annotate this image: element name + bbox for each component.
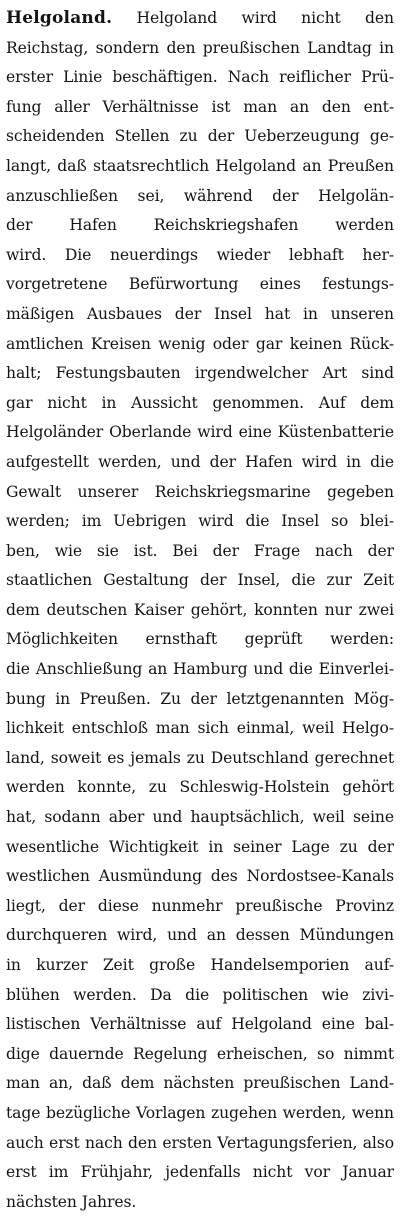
- article-line: werden konnte, zu Schleswig-Holstein gehört: [6, 778, 394, 797]
- article-line: werden; im Uebrigen wird die Insel so blei-: [6, 512, 394, 531]
- article-line: bung in Preußen. Zu der letztgenannten Mög-: [6, 689, 394, 708]
- article-line: langt, daß staatsrechtlich Helgoland an Preußen: [6, 156, 394, 175]
- article-line: aufgestellt werden, und der Hafen wird in die: [6, 452, 394, 471]
- article-line: der Hafen Reichskriegshafen werden: [6, 216, 394, 235]
- article-line: man an, daß dem nächsten preußischen Land-: [6, 1074, 394, 1093]
- article-line: liegt, der diese nunmehr preußische Provinz: [6, 896, 394, 915]
- article-line: halt; Festungsbauten irgendwelcher Art sind: [6, 364, 394, 383]
- article-line: wesentliche Wichtigkeit in seiner Lage zu der: [6, 837, 394, 856]
- article-line: Gewalt unserer Reichskriegsmarine gegeben: [6, 482, 394, 501]
- article-line: erster Linie beschäftigen. Nach reiflicher Prü-: [6, 68, 394, 87]
- article-line: in kurzer Zeit große Handelsemporien auf-: [6, 956, 394, 974]
- article-line: lichkeit entschloß man sich einmal, weil Helgo-: [6, 719, 394, 738]
- article-line: Helgoländer Oberlande wird eine Küstenbatterie: [6, 423, 394, 442]
- article-line-1: [6, 4, 394, 34]
- article-line: blühen werden. Da die politischen wie zivi-: [6, 985, 394, 1004]
- article-line: land, soweit es jemals zu Deutschland gerechnet: [6, 748, 394, 767]
- article-line: tage bezügliche Vorlagen zugehen werden, wenn: [6, 1103, 394, 1122]
- article-headword: Helgoland.: [6, 8, 113, 28]
- article-line: auch erst nach den ersten Vertagungsferien, also: [6, 1133, 394, 1152]
- article-line: vorgetretene Befürwortung eines festungs-: [6, 275, 394, 294]
- article-line: scheidenden Stellen zu der Ueberzeugung ge-: [6, 127, 394, 146]
- article-line: dem deutschen Kaiser gehört, konnten nur zwei: [6, 600, 394, 619]
- article-line: wird. Die neuerdings wieder lebhaft her-: [6, 245, 394, 264]
- article-line: mäßigen Ausbaues der Insel hat in unseren: [6, 304, 394, 323]
- article-line-text: Helgoland wird nicht den: [136, 9, 394, 27]
- article-line: Möglichkeiten ernsthaft geprüft werden:: [6, 630, 394, 649]
- article-line: Reichstag, sondern den preußischen Landtag in: [6, 38, 394, 57]
- article-line: staatlichen Gestaltung der Insel, die zur Zeit: [6, 571, 394, 590]
- article-line: amtlichen Kreisen wenig oder gar keinen Rück-: [6, 334, 394, 353]
- article-line: hat, sodann aber und hauptsächlich, weil seine: [6, 808, 394, 827]
- article-line: dige dauernde Regelung erheischen, so nimmt: [6, 1044, 394, 1063]
- article-line: erst im Frühjahr, jedenfalls nicht vor Januar: [6, 1163, 394, 1182]
- article-line: westlichen Ausmündung des Nordostsee-Kanals: [6, 867, 394, 886]
- article-line: durchqueren wird, und an dessen Mündungen: [6, 926, 394, 945]
- article-line-final: nächsten Jahres.: [6, 1192, 137, 1211]
- article-line: ben, wie sie ist. Bei der Frage nach der: [6, 541, 394, 560]
- article-line: fung aller Verhältnisse ist man an den ent-: [6, 97, 394, 116]
- article-line: listischen Verhältnisse auf Helgoland eine bal-: [6, 1015, 394, 1034]
- article-line: die Anschließung an Hamburg und die Einverlei-: [6, 660, 394, 679]
- article-line: anzuschließen sei, während der Helgolän-: [6, 186, 394, 205]
- article-line: gar nicht in Aussicht genommen. Auf dem: [6, 393, 394, 412]
